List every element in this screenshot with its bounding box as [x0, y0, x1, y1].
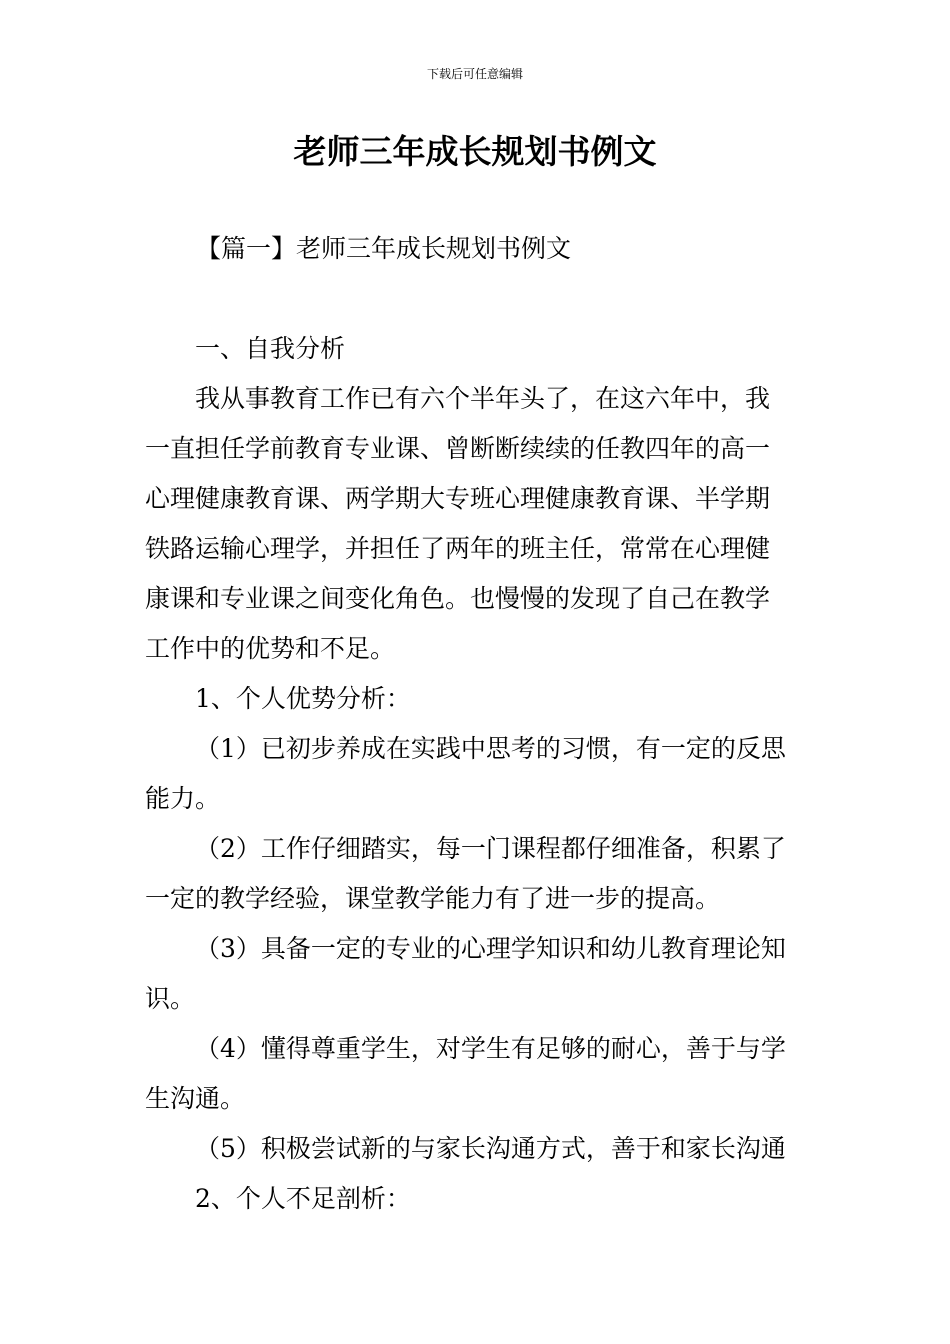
text-line: 1、个人优势分析： [195, 684, 411, 713]
text-line: 一定的教学经验，课堂教学能力有了进一步的提高。 [145, 884, 721, 913]
text-line: 生沟通。 [145, 1084, 246, 1113]
text-line: 工作中的优势和不足。 [145, 634, 396, 663]
paragraph-intro [145, 374, 805, 674]
text-line: （5）积极尝试新的与家长沟通方式，善于和家长沟通 [195, 1134, 786, 1163]
text-line: 能力。 [145, 784, 221, 813]
text-line: 识。 [145, 984, 196, 1013]
text-line: （3）具备一定的专业的心理学知识和幼儿教育理论知 [195, 934, 786, 963]
text-line: （2）工作仔细踏实，每一门课程都仔细准备，积累了 [195, 834, 786, 863]
header-note: 下载后可任意编辑 [426, 67, 523, 81]
section-heading: 【篇一】老师三年成长规划书例文 [196, 234, 572, 263]
paragraph-strength-4 [145, 1024, 805, 1124]
paragraph-strength-2 [145, 824, 805, 924]
paragraph-strength-5 [145, 1124, 805, 1174]
text-line: 一、自我分析 [195, 334, 346, 363]
text-line: （1）已初步养成在实践中思考的习惯，有一定的反思 [195, 734, 786, 763]
heading-weaknesses [145, 1174, 805, 1224]
paragraph-strength-3 [145, 924, 805, 1024]
text-line: 我从事教育工作已有六个半年头了，在这六年中，我 [195, 384, 771, 413]
heading-strengths [145, 674, 805, 724]
text-line: 康课和专业课之间变化角色。也慢慢的发现了自己在教学 [145, 584, 771, 613]
document-title: 老师三年成长规划书例文 [293, 132, 657, 171]
text-line: 铁路运输心理学，并担任了两年的班主任，常常在心理健 [145, 534, 771, 563]
text-line: 一直担任学前教育专业课、曾断断续续的任教四年的高一 [145, 434, 771, 463]
text-line: 心理健康教育课、两学期大专班心理健康教育课、半学期 [145, 484, 771, 513]
text-line: （4）懂得尊重学生，对学生有足够的耐心，善于与学 [195, 1034, 786, 1063]
paragraph-strength-1 [145, 724, 805, 824]
heading-self-analysis [145, 324, 805, 374]
text-line: 2、个人不足剖析： [195, 1184, 411, 1213]
